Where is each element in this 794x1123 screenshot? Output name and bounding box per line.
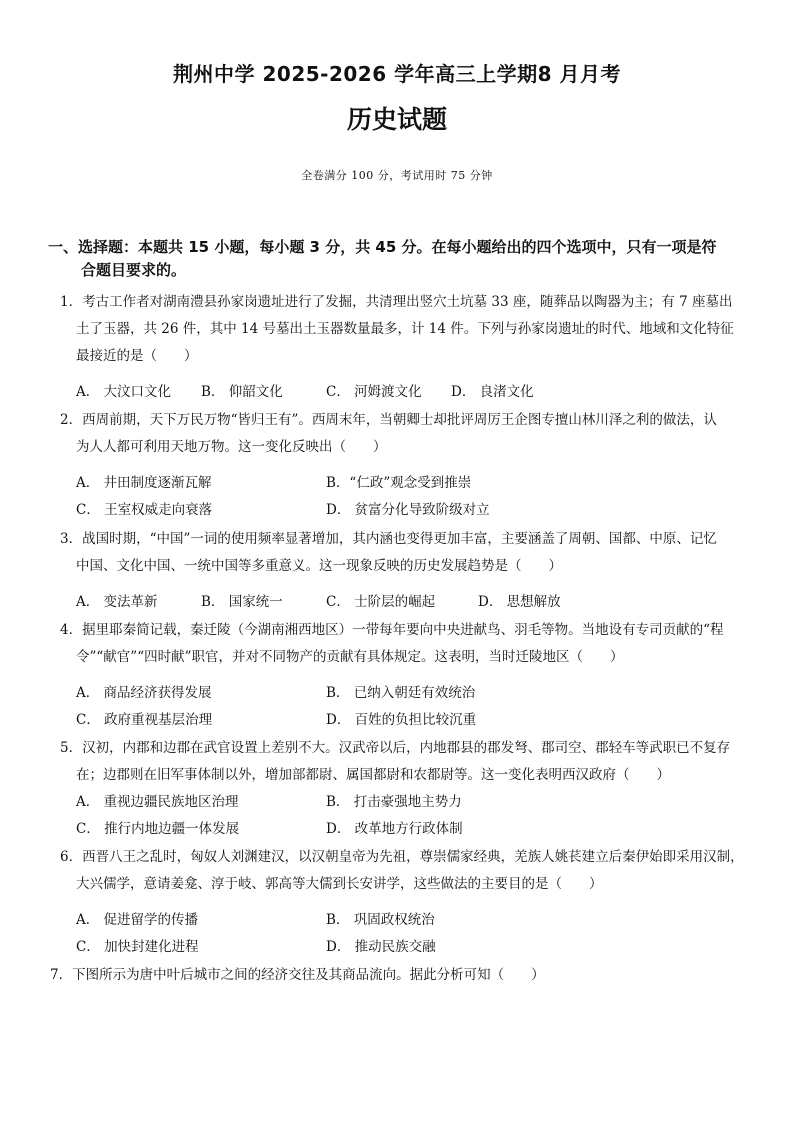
option-c[interactable]: C． 推行内地边疆一体发展 <box>76 821 240 837</box>
option-c[interactable]: C． 加快封建化进程 <box>76 939 199 955</box>
option-b[interactable]: B． 已纳入朝廷有效统治 <box>326 685 476 701</box>
option-a[interactable]: A． 大汶口文化 <box>76 384 172 400</box>
option-a[interactable]: A． 井田制度逐渐瓦解 <box>76 475 212 491</box>
question-line: 土了玉器，共 26 件，其中 14 号墓出土玉器数量最多，计 14 件。下列与孙家岗遗址的时代、地域和文化特征 <box>76 321 734 337</box>
option-b[interactable]: B． 仰韶文化 <box>201 384 283 400</box>
option-d[interactable]: D． 百姓的负担比较沉重 <box>326 712 477 728</box>
option-c[interactable]: C． 政府重视基层治理 <box>76 712 213 728</box>
question-line: 7．下图所示为唐中叶后城市之间的经济交往及其商品流向。据此分析可知（ ） <box>50 967 545 983</box>
question-line: 最接近的是（ ） <box>76 348 198 364</box>
question-line: 2．西周前期，天下万民万物“皆归王有”。西周末年，当朝卿士却批评周厉王企图专擅山林川泽之利的做法，认 <box>60 412 717 428</box>
option-b[interactable]: B． 巩固政权统治 <box>326 912 435 928</box>
option-c[interactable]: C． 河姆渡文化 <box>326 384 422 400</box>
option-c[interactable]: C． 王室权威走向衰落 <box>76 502 213 518</box>
question-4-options <box>76 680 756 734</box>
option-d[interactable]: D． 思想解放 <box>478 594 561 610</box>
section-heading <box>48 236 748 282</box>
option-d[interactable]: D． 改革地方行政体制 <box>326 821 463 837</box>
section-heading-line2: 合题目要求的。 <box>81 261 187 279</box>
option-b[interactable]: B． 打击豪强地主势力 <box>326 794 462 810</box>
question-line: 3．战国时期，“中国”一词的使用频率显著增加，其内涵也变得更加丰富，主要涵盖了周朝、国都、中原、记忆 <box>60 531 717 547</box>
question-2-options <box>76 470 756 524</box>
question-4 <box>60 617 750 671</box>
option-d[interactable]: D． 贫富分化导致阶级对立 <box>326 502 490 518</box>
option-a[interactable]: A． 促进留学的传播 <box>76 912 199 928</box>
option-a[interactable]: A． 变法革新 <box>76 594 158 610</box>
question-6 <box>60 844 750 898</box>
option-c[interactable]: C． 士阶层的崛起 <box>326 594 436 610</box>
question-3-options <box>76 589 756 616</box>
question-5-options <box>76 789 756 843</box>
question-line: 在；边郡则在旧军事体制以外，增加部都尉、属国都尉和农都尉等。这一变化表明西汉政府（ ） <box>76 767 670 783</box>
question-line: 5．汉初，内郡和边郡在武官设置上差别不大。汉武帝以后，内地郡县的郡发弩、郡司空、郡轻车等武职已不复存 <box>60 740 731 756</box>
option-d[interactable]: D． 良渚文化 <box>451 384 534 400</box>
question-1 <box>60 289 750 370</box>
question-line: 为人人都可利用天地万物。这一变化反映出（ ） <box>76 439 387 455</box>
question-6-options <box>76 907 756 961</box>
option-b[interactable]: B． 国家统一 <box>201 594 283 610</box>
exam-title: 荆州中学 2025-2026 学年高三上学期8 月月考 <box>173 62 621 86</box>
question-2 <box>60 407 750 461</box>
question-line: 4．据里耶秦简记载，秦迁陵（今湖南湘西地区）一带每年要向中央进献鸟、羽毛等物。当地设有专司贡献的“程 <box>60 622 724 638</box>
exam-note: 全卷满分 100 分，考试用时 75 分钟 <box>301 169 493 182</box>
question-3 <box>60 526 750 580</box>
question-line: 大兴儒学，意请姜龛、淳于岐、郭高等大儒到长安讲学，这些做法的主要目的是（ ） <box>76 876 603 892</box>
option-a[interactable]: A． 重视边疆民族地区治理 <box>76 794 239 810</box>
question-line: 令”“献官”“四时献”职官，并对不同物产的贡献有具体规定。这表明，当时迁陵地区（ ） <box>76 649 624 665</box>
option-a[interactable]: A． 商品经济获得发展 <box>76 685 212 701</box>
question-line: 6．西晋八王之乱时，匈奴人刘渊建汉，以汉朝皇帝为先祖，尊崇儒家经典，羌族人姚苌建立后秦伊始即采用汉制， <box>60 849 744 865</box>
question-line: 1．考古工作者对湖南澧县孙家岗遗址进行了发掘，共清理出竖穴土坑墓 33 座，随葬品以陶器为主；有 7 座墓出 <box>60 294 733 310</box>
question-5 <box>60 735 750 789</box>
option-d[interactable]: D． 推动民族交融 <box>326 939 436 955</box>
option-b[interactable]: B．“仁政”观念受到推崇 <box>326 475 472 491</box>
subject-title: 历史试题 <box>346 105 447 134</box>
question-7 <box>50 962 740 989</box>
question-1-options <box>76 379 756 406</box>
section-heading-line1: 一、选择题：本题共 15 小题，每小题 3 分，共 45 分。在每小题给出的四个选项中，只有一项是符 <box>48 238 717 256</box>
question-line: 中国、文化中国、一统中国等多重意义。这一现象反映的历史发展趋势是（ ） <box>76 558 562 574</box>
